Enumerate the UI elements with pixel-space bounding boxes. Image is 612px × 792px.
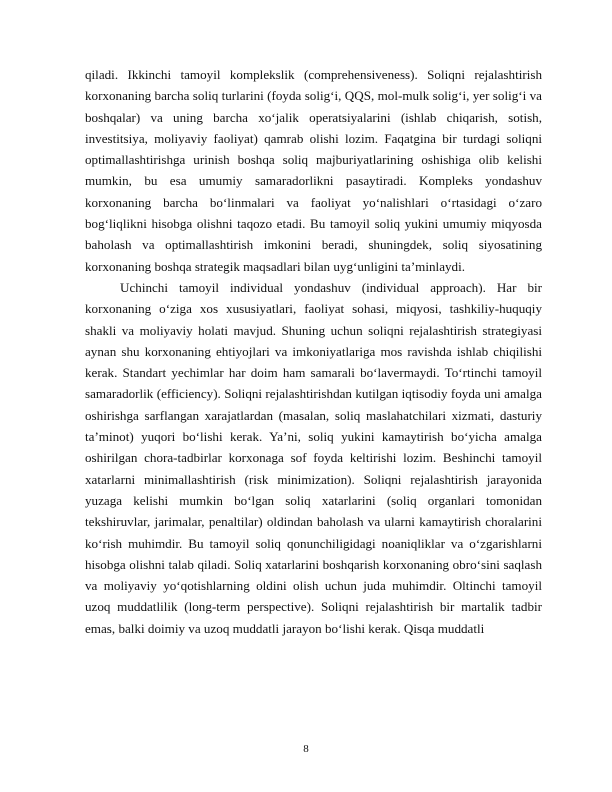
document-page: [85, 64, 542, 639]
page-number: 8: [303, 743, 309, 755]
paragraph-comprehensiveness: qiladi. Ikkinchi tamoyil komplekslik (comprehensiveness). Soliqni rejalashtirish korxonaning barcha soliq turlarini (foyda solig‘i, QQS, mol-mulk solig‘i, yer solig‘i va boshqalar) va uning barcha xo‘jalik operatsiyalarini (ishlab chiqarish, sotish, investitsiya, moliyaviy faoliyat) qamrab olishi lozim. Faqatgina bir turdagi soliqni optimallashtirishga urinish boshqa soliq majburiyatlarining oshishiga olib kelishi mumkin, bu esa umumiy samaradorlikni pasaytiradi. Kompleks yondashuv korxonaning barcha bo‘linmalari va faoliyat yo‘nalishlari o‘rtasidagi o‘zaro bog‘liqlikni hisobga olishni taqozo etadi. Bu tamoyil soliq yukini umumiy miqyosda baholash va optimallashtirish imkonini beradi, shuningdek, soliq siyosatining korxonaning boshqa strategik maqsadlari bilan uyg‘unligini ta’minlaydi.: [85, 67, 542, 274]
paragraph-individual-approach: Uchinchi tamoyil individual yondashuv (individual approach). Har bir korxonaning o‘ziga xos xususiyatlari, faoliyat sohasi, miqyosi, tashkiliy-huquqiy shakli va moliyaviy holati mavjud. Shuning uchun soliqni rejalashtirish strategiyasi aynan shu korxonaning ehtiyojlari va imkoniyatlariga mos ravishda ishlab chiqilishi kerak. Standart yechimlar har doim ham samarali bo‘lavermaydi. To‘rtinchi tamoyil samaradorlik (efficiency). Soliqni rejalashtirishdan kutilgan iqtisodiy foyda uni amalga oshirishga sarflangan xarajatlardan (masalan, soliq maslahatchilari xizmati, dasturiy ta’minot) yuqori bo‘lishi kerak. Ya’ni, soliq yukini kamaytirish bo‘yicha amalga oshirilgan chora-tadbirlar korxonaga sof foyda keltirishi lozim. Beshinchi tamoyil xatarlarni minimallashtirish (risk minimization). Soliqni rejalashtirish jarayonida yuzaga kelishi mumkin bo‘lgan soliq xatarlarini (soliq organlari tomonidan tekshiruvlar, jarimalar, penaltilar) oldindan baholash va ularni kamaytirish choralarini ko‘rish muhimdir. Bu tamoyil soliq qonunchiligidagi noaniqliklar va o‘zgarishlarni hisobga olishni talab qiladi. Soliq xatarlarini boshqarish korxonaning obro‘sini saqlash va moliyaviy yo‘qotishlarning oldini olish uchun juda muhimdir. Oltinchi tamoyil uzoq muddatlilik (long-term perspective). Soliqni rejalashtirish bir martalik tadbir emas, balki doimiy va uzoq muddatli jarayon bo‘lishi kerak. Qisqa muddatli: [85, 279, 542, 636]
